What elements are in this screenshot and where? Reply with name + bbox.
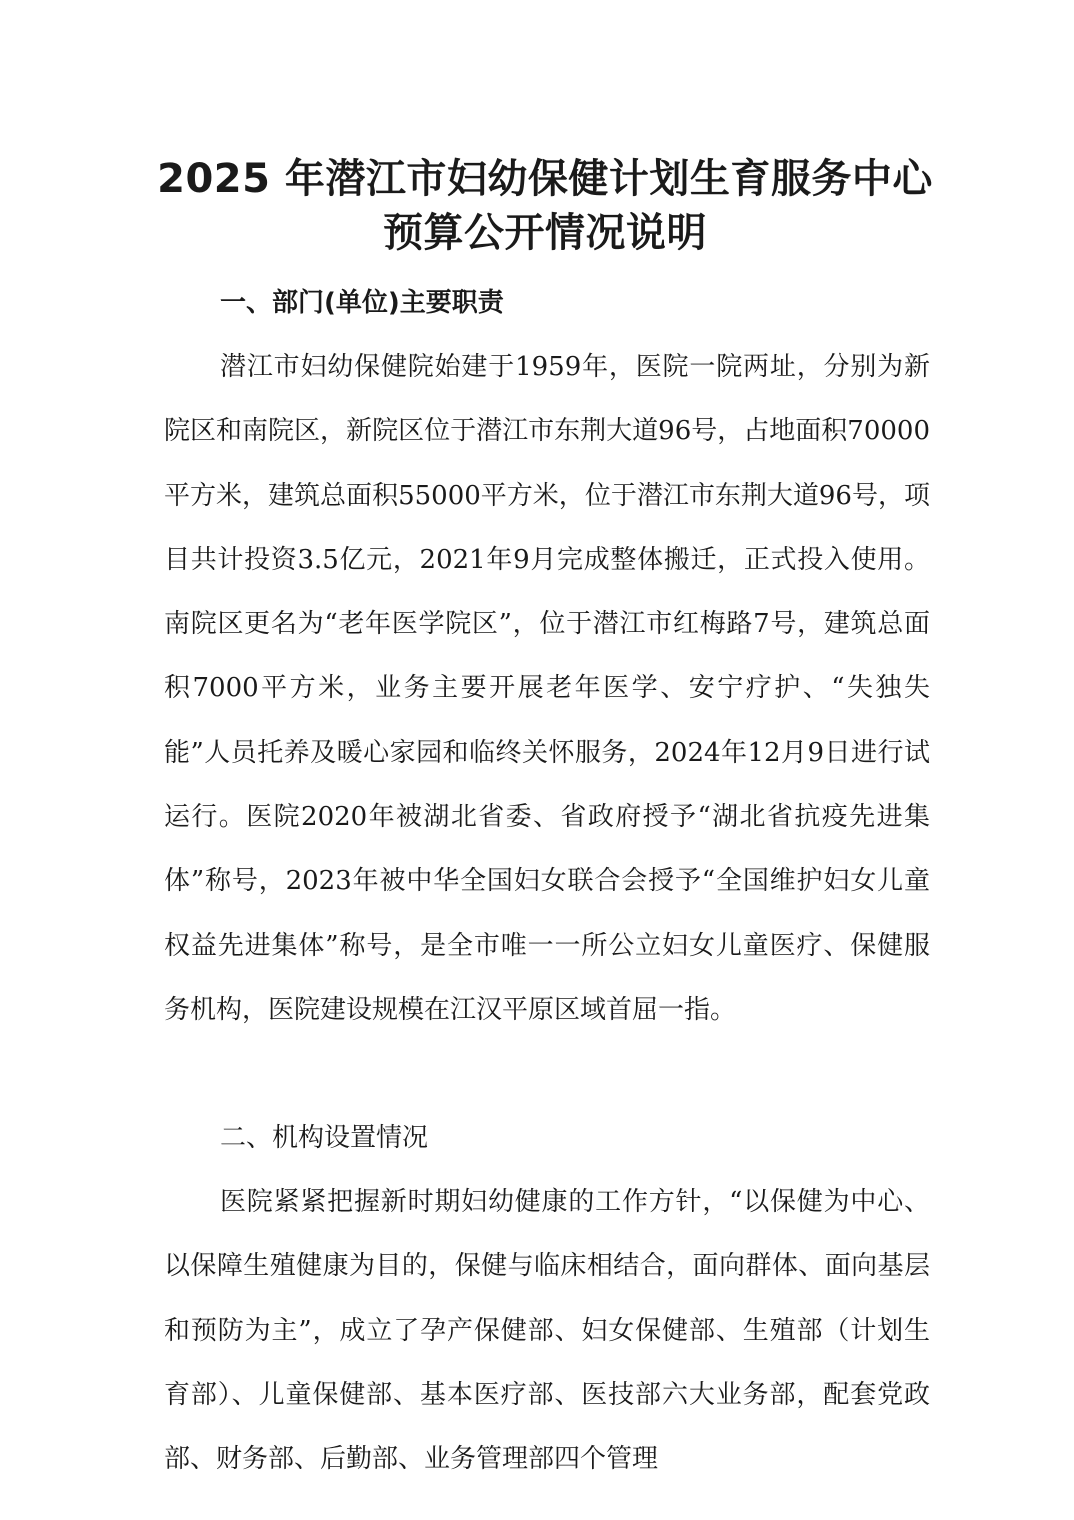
document-title: 2025 年潜江市妇幼保健计划生育服务中心预算公开情况说明 xyxy=(157,156,933,256)
section-body-organization: 医院紧紧把握新时期妇幼健康的工作方针，“以保健为中心、以保障生殖健康为目的，保健与临床相结合，面向群体、面向基层和预防为主”，成立了孕产保健部、妇女保健部、生殖部（计划生育部）、儿童保健部、基本医疗部、医技部六大业务部，配套党政部、财务部、后勤部、业务管理部四个管理 xyxy=(164,1187,930,1475)
section-heading-duties: 一、部门(单位)主要职责 xyxy=(220,288,504,318)
section-body-duties: 潜江市妇幼保健院始建于1959年，医院一院两址，分别为新院区和南院区，新院区位于潜江市东荆大道96号，占地面积70000平方米，建筑总面积55000平方米，位于潜江市东荆大道96号，项目共计投资3.5亿元，2021年9月完成整体搬迁，正式投入使用。南院区更名为“老年医学院区”，位于潜江市红梅路7号，建筑总面积7000平方米，业务主要开展老年医学、安宁疗护、“失独失能”人员托养及暖心家园和临终关怀服务，2024年12月9日进行试运行。医院2020年被湖北省委、省政府授予“湖北省抗疫先进集体”称号，2023年被中华全国妇女联合会授予“全国维护妇女儿童权益先进集体”称号，是全市唯一一所公立妇女儿童医疗、保健服务机构，医院建设规模在江汉平原区域首屈一指。 xyxy=(164,352,930,1025)
section-heading-organization: 二、机构设置情况 xyxy=(220,1123,429,1153)
